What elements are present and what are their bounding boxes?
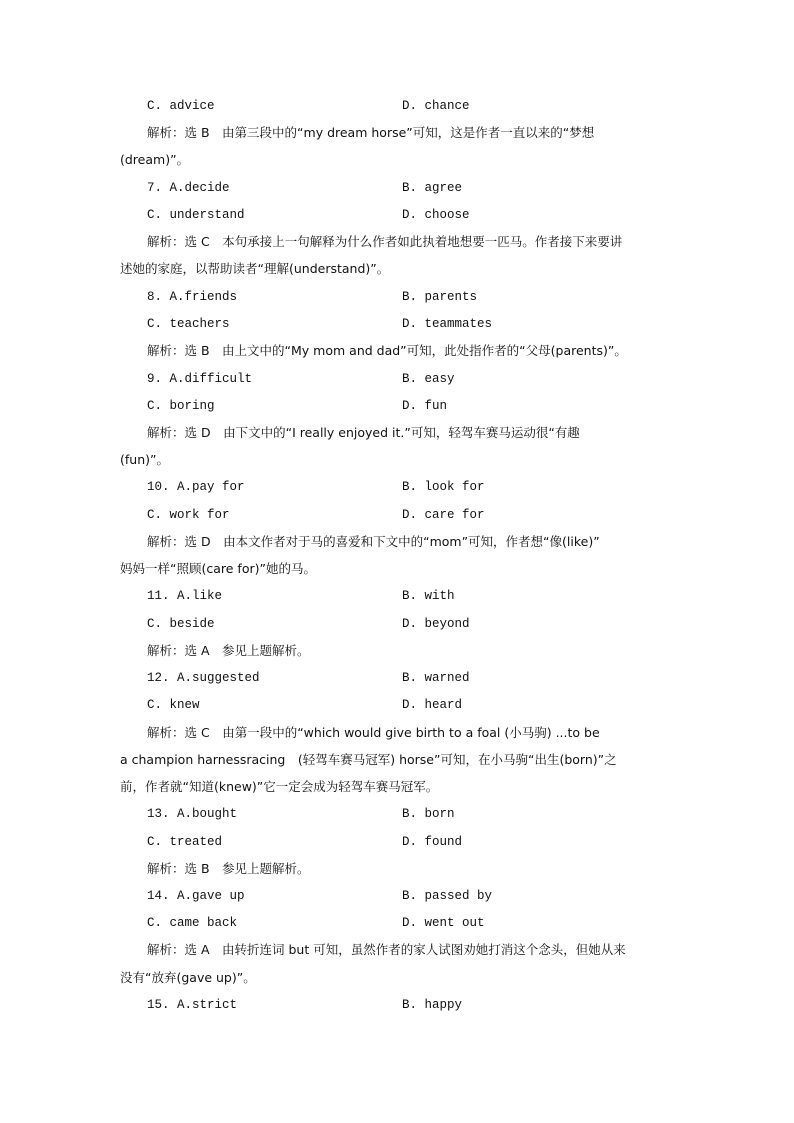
q11-analysis-line1: 解析：选 A 参见上题解析。 [147,643,310,658]
q6-option-c: C. advice [147,99,215,113]
q9-option-b: B. easy [402,372,455,386]
q7-option-d: D. choose [402,208,470,222]
q9-option-a: 9. A.difficult [147,372,253,386]
q7-option-a: 7. A.decide [147,181,230,195]
q14-analysis-line2: 没有“放弃(gave up)”。 [120,970,256,985]
q14-option-c: C. came back [147,916,238,930]
q14-option-b: B. passed by [402,889,493,903]
q13-option-c: C. treated [147,835,223,849]
q10-analysis-line2: 妈妈一样“照顾(care for)”她的马。 [120,561,316,576]
q15-option-a: 15. A.strict [147,998,238,1012]
q11-option-d: D. beyond [402,617,470,631]
q13-analysis-line1: 解析：选 B 参见上题解析。 [147,861,310,876]
q14-analysis-line1: 解析：选 A 由转折连词 but 可知，虽然作者的家人试图劝她打消这个念头，但她从来 [147,942,626,957]
q13-option-a: 13. A.bought [147,807,238,821]
q6-option-d: D. chance [402,99,470,113]
q12-option-a: 12. A.suggested [147,671,260,685]
q11-option-a: 11. A.like [147,589,223,603]
q7-analysis-line2: 述她的家庭，以帮助读者“理解(understand)”。 [120,261,390,276]
q8-option-a: 8. A.friends [147,290,238,304]
q10-option-a: 10. A.pay for [147,480,245,494]
q10-analysis-line1: 解析：选 D 由本文作者对于马的喜爱和下文中的“mom”可知，作者想“像(like)” [147,534,600,549]
q13-option-b: B. born [402,807,455,821]
q8-option-d: D. teammates [402,317,493,331]
q12-option-d: D. heard [402,698,463,712]
q12-analysis-line3: 前，作者就“知道(knew)”它一定会成为轻驾车赛马冠军。 [120,779,439,794]
q10-option-d: D. care for [402,508,485,522]
q8-option-c: C. teachers [147,317,230,331]
q7-option-c: C. understand [147,208,245,222]
q8-option-b: B. parents [402,290,478,304]
q11-option-c: C. beside [147,617,215,631]
q7-option-b: B. agree [402,181,463,195]
q13-option-d: D. found [402,835,463,849]
q10-option-c: C. work for [147,508,230,522]
q14-option-d: D. went out [402,916,485,930]
q9-analysis-line1: 解析：选 D 由下文中的“I really enjoyed it.”可知，轻驾车赛马运动很“有趣 [147,425,580,440]
q9-analysis-line2: (fun)”。 [120,452,169,467]
q12-option-b: B. warned [402,671,470,685]
q9-option-d: D. fun [402,399,448,413]
q6-analysis-line1: 解析：选 B 由第三段中的“my dream horse”可知，这是作者一直以来的“梦想 [147,125,595,140]
q10-option-b: B. look for [402,480,485,494]
q12-analysis-line1: 解析：选 C 由第一段中的“which would give birth to a foal (小马驹) ...to be [147,725,600,740]
q7-analysis-line1: 解析：选 C 本句承接上一句解释为什么作者如此执着地想要一匹马。作者接下来要讲 [147,234,623,249]
q14-option-a: 14. A.gave up [147,889,245,903]
q12-option-c: C. knew [147,698,200,712]
q6-analysis-line2: (dream)”。 [120,152,190,167]
q8-analysis-line1: 解析：选 B 由上文中的“My mom and dad”可知，此处指作者的“父母(parents)”。 [147,343,627,358]
q11-option-b: B. with [402,589,455,603]
q12-analysis-line2: a champion harnessracing (轻驾车赛马冠军) horse”可知，在小马驹“出生(born)”之 [120,752,617,767]
q15-option-b: B. happy [402,998,463,1012]
q9-option-c: C. boring [147,399,215,413]
